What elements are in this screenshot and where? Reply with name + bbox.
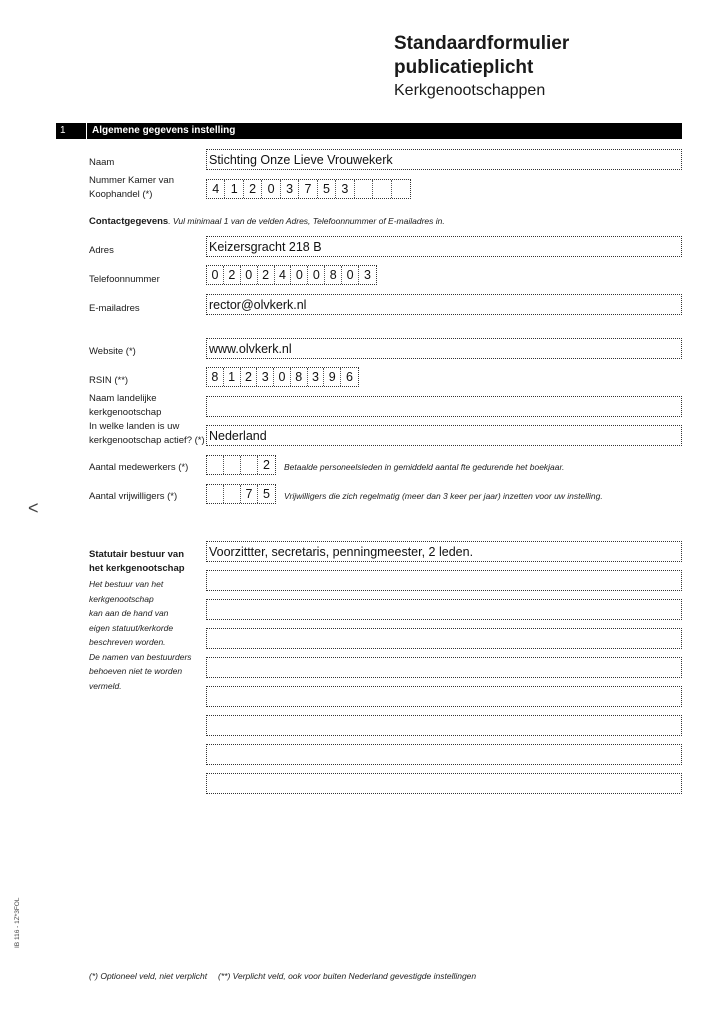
naam-field[interactable]: Stichting Onze Lieve Vrouwekerk bbox=[206, 149, 682, 170]
bestuur-label-line2: het kerkgenootschap bbox=[89, 563, 185, 574]
form-subtitle: Kerkgenootschappen bbox=[394, 82, 546, 99]
telefoon-digit[interactable]: 4 bbox=[275, 266, 292, 284]
contact-heading-row bbox=[89, 215, 445, 228]
landen-field[interactable]: Nederland bbox=[206, 425, 682, 446]
medewerkers-digit[interactable] bbox=[224, 456, 241, 474]
telefoon-digit[interactable]: 3 bbox=[363, 268, 371, 282]
vrijwilligers-field[interactable] bbox=[206, 484, 276, 504]
kvk-digit[interactable] bbox=[392, 180, 410, 198]
adres-field[interactable]: Keizersgracht 218 B bbox=[206, 236, 682, 257]
bestuur-explain-line: kan aan de hand van bbox=[89, 608, 169, 618]
landelijk-field[interactable] bbox=[206, 396, 682, 417]
bestuur-line-field[interactable] bbox=[206, 773, 682, 794]
rsin-label: RSIN (**) bbox=[89, 375, 129, 386]
telefoon-digit[interactable]: 0 bbox=[342, 266, 359, 284]
email-field[interactable]: rector@olvkerk.nl bbox=[206, 294, 682, 315]
form-code: IB 116 - 1Z*3FOL bbox=[14, 897, 21, 948]
medewerkers-label: Aantal medewerkers (*) bbox=[89, 462, 189, 473]
landen-label-line2: kerkgenootschap actief? (*) bbox=[89, 435, 205, 446]
naam-label: Naam bbox=[89, 157, 115, 168]
bestuur-label: Statutair bestuur van bbox=[89, 549, 185, 560]
website-field[interactable]: www.olvkerk.nl bbox=[206, 338, 682, 359]
footer-required-note: (**) Verplicht veld, ook voor buiten Nederland gevestigde instellingen bbox=[218, 971, 477, 981]
vrijwilligers-digit[interactable] bbox=[207, 485, 224, 503]
bestuur-line-field[interactable] bbox=[206, 570, 682, 591]
medewerkers-note: Betaalde personeelsleden in gemiddeld aantal fte gedurende het boekjaar. bbox=[284, 462, 565, 472]
rsin-digit[interactable]: 6 bbox=[346, 370, 353, 384]
telefoon-label: Telefoonnummer bbox=[89, 274, 160, 285]
kvk-digit[interactable]: 2 bbox=[244, 180, 262, 198]
bestuur-explain-line: kerkgenootschap bbox=[89, 593, 154, 604]
kvk-digit[interactable] bbox=[373, 180, 391, 198]
medewerkers-digit[interactable] bbox=[207, 456, 224, 474]
medewerkers-field[interactable] bbox=[206, 455, 276, 475]
bestuur-line-field[interactable] bbox=[206, 599, 682, 620]
kvk-digit[interactable]: 3 bbox=[281, 180, 299, 198]
rsin-digit[interactable]: 2 bbox=[241, 368, 258, 386]
landen-label: In welke landen is uw bbox=[89, 421, 180, 432]
bestuur-explain-line: eigen statuut/kerkorde bbox=[89, 622, 174, 633]
telefoon-digit[interactable]: 0 bbox=[291, 266, 308, 284]
chevron-left-icon: < bbox=[28, 498, 39, 518]
kvk-digit[interactable]: 1 bbox=[225, 180, 243, 198]
kvk-number-field[interactable] bbox=[206, 179, 411, 199]
vrijwilligers-digit[interactable]: 5 bbox=[263, 487, 270, 501]
form-title: Standaardformulier bbox=[394, 33, 570, 54]
medewerkers-digit[interactable] bbox=[241, 456, 258, 474]
landelijk-label-line2: kerkgenootschap bbox=[89, 407, 162, 418]
kvk-digit[interactable]: 0 bbox=[262, 180, 280, 198]
bestuur-line-field[interactable] bbox=[206, 715, 682, 736]
bestuur-line-field[interactable] bbox=[206, 686, 682, 707]
contact-heading: Contactgegevens bbox=[89, 216, 169, 227]
kvk-digit[interactable]: 3 bbox=[336, 180, 354, 198]
kvk-label: Nummer Kamer van bbox=[89, 175, 174, 186]
telefoon-digit[interactable]: 0 bbox=[308, 266, 325, 284]
landelijk-label: Naam landelijke bbox=[89, 393, 157, 404]
footer-optional-note: (*) Optioneel veld, niet verplicht bbox=[89, 971, 208, 981]
telefoon-digit[interactable]: 2 bbox=[258, 266, 275, 284]
section-title: Algemene gegevens instelling bbox=[92, 125, 236, 136]
vrijwilligers-note: Vrijwilligers die zich regelmatig (meer dan 3 keer per jaar) inzetten voor uw instelling. bbox=[284, 491, 603, 501]
telefoon-digit[interactable]: 8 bbox=[325, 266, 342, 284]
kvk-digit[interactable]: 7 bbox=[299, 180, 317, 198]
rsin-digit[interactable]: 0 bbox=[274, 368, 291, 386]
kvk-label-line2: Koophandel (*) bbox=[89, 189, 153, 200]
adres-label: Adres bbox=[89, 245, 114, 256]
email-label: E-mailadres bbox=[89, 303, 140, 314]
bestuur-explain-line: De namen van bestuurders bbox=[89, 651, 192, 662]
vrijwilligers-digit[interactable] bbox=[224, 485, 241, 503]
rsin-digit[interactable]: 8 bbox=[291, 368, 308, 386]
telefoon-field[interactable] bbox=[206, 265, 377, 285]
vrijwilligers-label: Aantal vrijwilligers (*) bbox=[89, 491, 178, 502]
telefoon-digit[interactable]: 0 bbox=[207, 266, 224, 284]
kvk-digit[interactable] bbox=[355, 180, 373, 198]
rsin-digit[interactable]: 3 bbox=[257, 368, 274, 386]
section-number: 1 bbox=[60, 125, 66, 136]
rsin-field[interactable] bbox=[206, 367, 359, 387]
rsin-digit[interactable]: 9 bbox=[324, 368, 341, 386]
kvk-digit[interactable]: 5 bbox=[318, 180, 336, 198]
medewerkers-digit[interactable]: 2 bbox=[263, 458, 270, 472]
bestuur-explain-line: beschreven worden. bbox=[89, 637, 166, 647]
bestuur-line-field[interactable] bbox=[206, 657, 682, 678]
bestuur-line-field[interactable] bbox=[206, 744, 682, 765]
bestuur-explain-line: Het bestuur van het bbox=[89, 579, 164, 589]
rsin-digit[interactable]: 8 bbox=[207, 368, 224, 386]
telefoon-digit[interactable]: 0 bbox=[241, 266, 258, 284]
bestuur-line-field[interactable] bbox=[206, 628, 682, 649]
vrijwilligers-digit[interactable]: 7 bbox=[241, 485, 258, 503]
kvk-digit[interactable]: 4 bbox=[207, 180, 225, 198]
form-title-line2: publicatieplicht bbox=[394, 57, 534, 78]
contact-note: . Vul minimaal 1 van de velden Adres, Telefoonnummer of E-mailadres in. bbox=[168, 216, 445, 226]
bestuur-explain-line: vermeld. bbox=[89, 680, 122, 691]
bestuur-explanation bbox=[89, 577, 192, 693]
section-divider bbox=[86, 123, 87, 139]
telefoon-digit[interactable]: 2 bbox=[224, 266, 241, 284]
bestuur-line-field[interactable]: Voorzittter, secretaris, penningmeester, 2 leden. bbox=[206, 541, 682, 562]
rsin-digit[interactable]: 3 bbox=[308, 368, 325, 386]
bestuur-explain-line: behoeven niet te worden bbox=[89, 666, 183, 676]
rsin-digit[interactable]: 1 bbox=[224, 368, 241, 386]
website-label: Website (*) bbox=[89, 346, 136, 357]
